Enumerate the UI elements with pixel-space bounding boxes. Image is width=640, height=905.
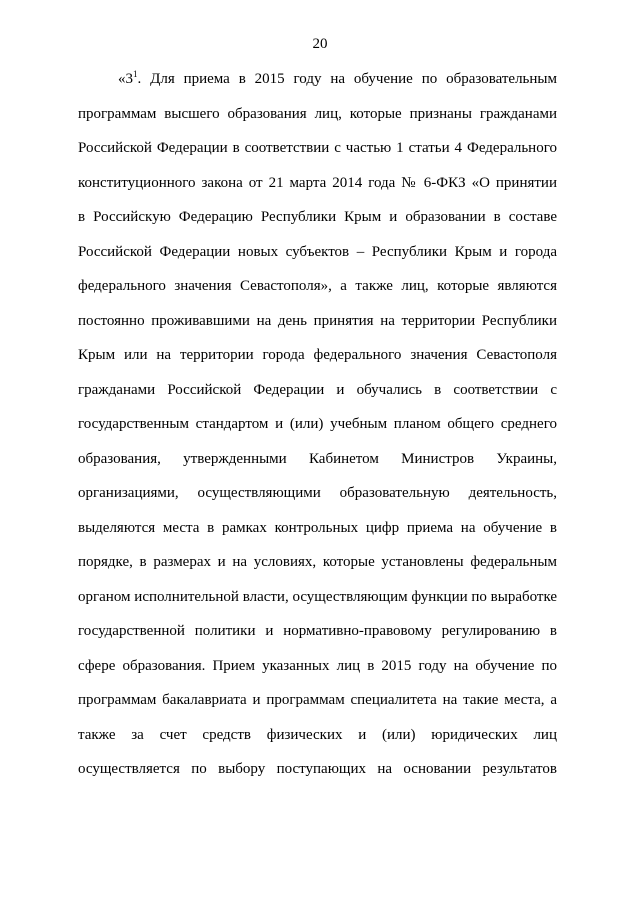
text-line: государственным стандартом и (или) учебным планом общего среднего [78,416,557,432]
clause-number: «3 [118,71,133,87]
text-line: Российской Федерации в соответствии с частью 1 статьи 4 Федерального [78,140,557,156]
text-line: программам высшего образования лиц, которые признаны гражданами [78,105,557,122]
clause-superscript: 1 [133,69,138,79]
text-line: организациями, осуществляющими образовательную деятельность, [78,485,557,501]
text-line: гражданами Российской Федерации и обучались в соответствии с [78,381,557,398]
text-line: Российской Федерации новых субъектов – Республики Крым и города [78,243,557,260]
paragraph-first-line [78,62,557,97]
text-line: конституционного закона от 21 марта 2014 года № 6-ФКЗ «О принятии [78,174,557,191]
text-line: органом исполнительной власти, осуществляющим функции по выработке [78,588,557,605]
text-line: федерального значения Севастополя», а также лиц, которые являются [78,278,557,294]
text-line: государственной политики и нормативно-правовому регулированию в [78,623,557,639]
text-line: образования, утвержденными Кабинетом Министров Украины, [78,450,557,467]
text-line: в Российскую Федерацию Республики Крым и образовании в составе [78,209,557,225]
text-line: выделяются места в рамках контрольных цифр приема на обучение в [78,519,557,536]
text-line: Крым или на территории города федерального значения Севастополя [78,347,557,363]
text-line: сфере образования. Прием указанных лиц в 2015 году на обучение по [78,657,557,674]
text-line: также за счет средств физических и (или) юридических лиц [78,726,557,743]
text-line: порядке, в размерах и на условиях, которые установлены федеральным [78,554,557,570]
text-line: осуществляется по выбору поступающих на основании результатов [78,761,557,777]
text-line: постоянно проживавшими на день принятия на территории Республики [78,312,557,329]
text-line: программам бакалавриата и программам специалитета на такие места, а [78,692,557,708]
body-paragraph [78,62,557,787]
first-line-text: . Для приема в 2015 году на обучение по образовательным [137,71,557,87]
page-number: 20 [312,36,328,52]
